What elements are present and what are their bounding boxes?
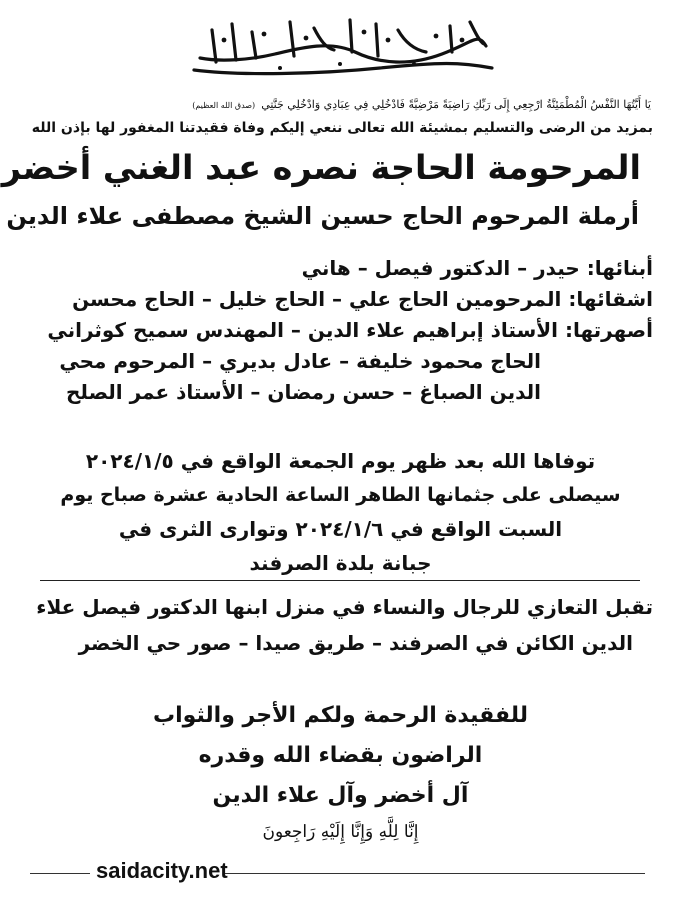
widow-line: أرملة المرحوم الحاج حسين الشيخ مصطفى علاء الدين (6, 202, 639, 230)
family-brothers: اشقائها: المرحومين الحاج علي – الحاج خليل – الحاج محسن (72, 287, 653, 311)
quran-closing: إِنَّا لِلَّهِ وَإِنَّا إِلَيْهِ رَاجِعونَ (262, 822, 419, 842)
condolences-line-1: تقبل التعازي للرجال والنساء في منزل ابنها الدكتور فيصل علاء (36, 595, 653, 619)
announcement-line: بمزيد من الرضى والتسليم بمشيئة الله تعالى ننعي إليكم وفاة فقيدتنا المغفور لها بإذن الله (31, 120, 653, 136)
verse-source: (صدق الله العظيم) (192, 101, 256, 110)
closing-line-1: للفقيدة الرحمة ولكم الأجر والثواب (153, 703, 528, 728)
funeral-line-4: جبانة بلدة الصرفند (249, 551, 432, 575)
funeral-line-1: توفاها الله بعد ظهر يوم الجمعة الواقع في ٢٠٢٤/١/٥ (85, 449, 596, 473)
quran-verse (31, 98, 651, 113)
calligraphy-title (180, 10, 500, 82)
deceased-name: المرحومة الحاجة نصره عبد الغني أخضر (1, 148, 641, 187)
family-sons: أبنائها: حيدر – الدكتور فيصل – هاني (301, 256, 653, 280)
family-in-laws-2: الحاج محمود خليفة – عادل بديري – المرحوم محي (59, 349, 541, 373)
divider (40, 580, 640, 581)
closing-line-2: الراضون بقضاء الله وقدره (198, 743, 483, 768)
closing-line-3: آل أخضر وآل علاء الدين (212, 783, 469, 808)
verse-text: يَا أَيَّتُهَا النَّفْسُ الْمُطْمَئِنَّةُ ارْجِعِي إِلَى رَبِّكِ رَاضِيَةً مَرْضِيَّةً فَادْخُلِي فِي عِبَادِي وَادْخُلِي جَنَّتِي (261, 98, 651, 111)
family-in-laws-1: أصهرتها: الأستاذ إبراهيم علاء الدين – المهندس سميح كوثراني (47, 318, 653, 342)
website-link[interactable]: saidacity.net (96, 858, 228, 883)
funeral-line-2: سيصلى على جثمانها الطاهر الساعة الحادية عشرة صباح يوم (60, 484, 621, 506)
footer-rule-left (30, 873, 90, 874)
condolences-line-2: الدين الكائن في الصرفند – طريق صيدا – صور حي الخضر (78, 631, 633, 655)
footer-rule-right (225, 873, 645, 874)
family-in-laws-3: الدين الصباغ – حسن رمضان – الأستاذ عمر الصلح (66, 380, 541, 404)
funeral-line-3: السبت الواقع في ٢٠٢٤/١/٦ وتوارى الثرى في (118, 517, 563, 541)
